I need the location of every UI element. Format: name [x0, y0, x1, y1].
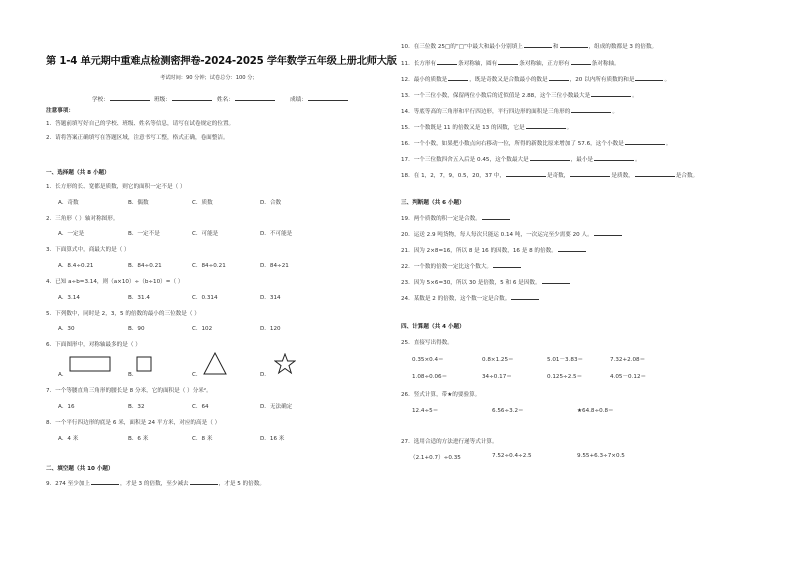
answer-blank[interactable] [498, 60, 518, 65]
calc-item: 0.8×1.25＝ [482, 357, 514, 363]
option-2d[interactable]: D．不可能是 [260, 231, 293, 237]
question-18 [401, 171, 698, 179]
calc-item: 9.55+6.3÷7×0.5 [577, 453, 625, 459]
answer-blank[interactable] [571, 60, 591, 65]
option-8c[interactable]: C．8 米 [192, 436, 213, 442]
notice-heading: 注意事项： [46, 108, 74, 114]
answer-blank[interactable] [524, 43, 552, 48]
answer-blank[interactable] [506, 172, 546, 177]
name-input[interactable] [235, 96, 275, 101]
question-text: 15．一个数既是 11 的倍数又是 13 的因数，它是 [401, 125, 525, 131]
question-text: 是质数， [611, 173, 634, 179]
question-17 [401, 155, 641, 163]
class-input[interactable] [172, 96, 212, 101]
question-text: ，既是奇数又是合数最小的数是 [469, 77, 548, 83]
question-text: 16．一个小数，如果把小数点向右移动一位，所得的新数比原来增加了 57.6，这个小数是 [401, 141, 624, 147]
answer-blank[interactable] [549, 76, 569, 81]
question-text: ，20 以内所有质数的和是 [569, 77, 635, 83]
question-text: 19．两个质数的积一定是合数。 [401, 216, 481, 222]
section-judge-heading: 三、判断题（共 6 小题） [401, 200, 465, 206]
answer-blank[interactable] [437, 60, 457, 65]
option-4c[interactable]: C．0.314 [192, 295, 218, 301]
option-1c[interactable]: C．质数 [192, 200, 213, 206]
option-6a[interactable]: A． [58, 372, 68, 378]
option-8b[interactable]: B．6 米 [128, 436, 149, 442]
option-2c[interactable]: C．可能是 [192, 231, 219, 237]
question-text: 12．最小的质数是 [401, 77, 448, 83]
option-7d[interactable]: D．无法确定 [260, 404, 293, 410]
field-score-label: 成绩： [290, 97, 307, 103]
question-9-part: ，才是 5 的倍数。 [218, 481, 265, 487]
question-text: 是奇数， [546, 173, 570, 179]
question-21 [401, 246, 587, 254]
question-6: 6．下面图形中，对称轴最多的是（ ） [46, 342, 141, 348]
answer-blank[interactable] [570, 172, 610, 177]
question-3: 3．下面算式中，商最大的是（ ） [46, 247, 130, 253]
question-7: 7．一个等腰直角三角形的腰长是 8 分米，它的面积是（ ）分米²。 [46, 388, 212, 394]
question-text: 是合数。 [675, 173, 699, 179]
calc-item: 4.05－0.12＝ [610, 374, 647, 380]
calc-item: ★64.8÷0.8＝ [577, 408, 614, 414]
question-text: 。 [635, 157, 641, 163]
calc-item: 0.125÷2.5＝ [547, 374, 583, 380]
option-1d[interactable]: D．合数 [260, 200, 282, 206]
triangle-shape-icon [203, 352, 227, 376]
answer-blank[interactable] [91, 480, 119, 485]
question-text: 14．等底等高的三角形和平行四边形，平行四边形的面积是三角形的 [401, 109, 571, 115]
calc-item: 12.4÷5＝ [412, 408, 439, 414]
option-4a[interactable]: A．3.14 [58, 295, 80, 301]
calc-item: 6.56÷3.2＝ [492, 408, 524, 414]
question-15 [401, 123, 572, 131]
answer-blank[interactable] [571, 108, 611, 113]
question-text: 条对称轴，圆有 [458, 61, 498, 67]
question-22 [401, 262, 522, 270]
question-9-part: 9．274 至少加上 [46, 481, 90, 487]
question-23 [401, 278, 571, 286]
option-8d[interactable]: D．16 米 [260, 436, 285, 442]
answer-blank[interactable] [493, 263, 521, 268]
question-text: 条对称轴，正方形有 [519, 61, 570, 67]
question-text: 条对称轴。 [591, 61, 620, 67]
page-title: 第 1-4 单元期中重难点检测密押卷-2024-2025 学年数学五年级上册北师大版 [46, 56, 397, 67]
option-7b[interactable]: B．32 [128, 404, 145, 410]
option-6b[interactable]: B． [128, 372, 138, 378]
question-25: 25．直接写出得数。 [401, 340, 453, 346]
calc-item: 1.08÷0.06＝ [412, 374, 448, 380]
option-5b[interactable]: B．90 [128, 326, 145, 332]
option-2b[interactable]: B．一定不是 [128, 231, 160, 237]
question-text: 17．一个三位数四舍五入后是 0.45，这个数最大是 [401, 157, 529, 163]
question-9 [46, 479, 265, 487]
question-8: 8．一个平行四边形的底是 6 米，面积是 24 平方米，对应的高是（ ） [46, 420, 221, 426]
question-text: 23．因为 5×6=30，所以 30 是倍数，5 和 6 是因数。 [401, 280, 541, 286]
question-text: 24．某数是 2 的倍数，这个数一定是合数。 [401, 296, 511, 302]
question-14 [401, 107, 618, 115]
option-3c[interactable]: C．84÷0.21 [192, 263, 226, 269]
option-7a[interactable]: A．16 [58, 404, 75, 410]
field-name-label: 姓名： [217, 97, 234, 103]
question-text: 10．在三位数 25□的“□”中最大和最小分别填上 [401, 44, 523, 50]
question-10 [401, 42, 657, 50]
option-1b[interactable]: B．偶数 [128, 200, 149, 206]
question-text: 11．长方形有 [401, 61, 437, 67]
option-3a[interactable]: A．8.4÷0.21 [58, 263, 94, 269]
option-1a[interactable]: A．奇数 [58, 200, 79, 206]
question-9-part: ，才是 3 的倍数，至少减去 [119, 481, 189, 487]
question-text: 18．在 1，2，7，9，0.5，20，37 中， [401, 173, 505, 179]
answer-blank[interactable] [526, 124, 566, 129]
field-class-label: 班级： [154, 97, 171, 103]
field-school-label: 学校： [92, 97, 109, 103]
calc-item: 5.01－3.83＝ [547, 357, 584, 363]
square-shape-icon [136, 356, 154, 374]
question-19 [401, 214, 511, 222]
answer-blank[interactable] [594, 231, 622, 236]
exam-info: 考试时间：90 分钟；试卷总分：100 分； [160, 75, 258, 81]
question-text: 13．一个三位小数，保留两位小数后的近似值是 2.88，这个三位小数最大是 [401, 93, 591, 99]
option-6c[interactable]: C． [192, 372, 202, 378]
option-4d[interactable]: D．314 [260, 295, 281, 301]
question-27: 27．选用合适的方法进行递等式计算。 [401, 439, 498, 445]
answer-blank[interactable] [558, 247, 586, 252]
calc-item: 7.52÷0.4÷2.5 [492, 453, 532, 459]
option-6d[interactable]: D． [260, 372, 270, 378]
question-5: 5．下列数中，同时是 2，3，5 的倍数的最小的三位数是（ ） [46, 311, 200, 317]
question-16 [401, 139, 671, 147]
question-text: ，最小是 [570, 157, 594, 163]
question-13 [401, 91, 638, 99]
option-5d[interactable]: D．120 [260, 326, 281, 332]
answer-blank[interactable] [542, 279, 570, 284]
notice-item: 2．请将答案正确填写在答题区域，注意书写工整，格式正确，卷面整洁。 [46, 135, 229, 141]
question-12 [401, 75, 670, 83]
notice-item: 1．答题前填写好自己的学校、班级、姓名等信息，请写在试卷规定的位置。 [46, 121, 235, 127]
question-text: 。 [612, 109, 618, 115]
answer-blank[interactable] [511, 295, 539, 300]
option-3d[interactable]: D．84÷21 [260, 263, 289, 269]
option-8a[interactable]: A．4 米 [58, 436, 79, 442]
section-choice-heading: 一、选择题（共 8 小题） [46, 170, 110, 176]
answer-blank[interactable] [448, 76, 468, 81]
question-text: ，组成的数都是 3 的倍数。 [588, 44, 658, 50]
calc-item: 7.32+2.08＝ [610, 357, 646, 363]
question-text: 和 [552, 44, 559, 50]
star-shape-icon [274, 353, 296, 375]
score-input[interactable] [308, 96, 348, 101]
option-4b[interactable]: B．31.4 [128, 295, 150, 301]
calc-item: （2.1+0.7）÷0.35 [410, 455, 461, 461]
answer-blank[interactable] [482, 215, 510, 220]
answer-blank[interactable] [591, 92, 631, 97]
rectangle-shape-icon [69, 355, 111, 375]
question-text: 。 [665, 141, 672, 147]
question-11 [401, 59, 620, 67]
answer-blank[interactable] [190, 480, 218, 485]
school-input[interactable] [110, 96, 150, 101]
option-3b[interactable]: B．84÷0.21 [128, 263, 162, 269]
option-7c[interactable]: C．64 [192, 404, 209, 410]
answer-blank[interactable] [560, 43, 588, 48]
question-text: 20．运送 2.9 吨货物，每人每次只能运 0.14 吨，一次运完至少需要 20 人。 [401, 232, 593, 238]
option-5c[interactable]: C．102 [192, 326, 213, 332]
question-20 [401, 230, 623, 238]
question-text: 。 [664, 77, 671, 83]
section-calc-heading: 四、计算题（共 4 小题） [401, 324, 465, 330]
calc-item: 34÷0.17＝ [482, 374, 512, 380]
answer-blank[interactable] [594, 156, 634, 161]
question-text: 22．一个数的倍数一定比这个数大。 [401, 264, 493, 270]
question-text: 。 [566, 125, 573, 131]
calc-item: 0.35×0.4＝ [412, 357, 444, 363]
question-26: 26．竖式计算，带★的要验算。 [401, 392, 481, 398]
question-24 [401, 294, 540, 302]
option-2a[interactable]: A．一定是 [58, 231, 85, 237]
section-fill-heading: 二、填空题（共 10 小题） [46, 466, 114, 472]
answer-blank[interactable] [635, 172, 675, 177]
question-1: 1．长方形的长、宽都是质数，则它的面积一定不是（ ） [46, 184, 186, 190]
question-text: 21．因为 2×8=16，所以 8 是 16 的因数，16 是 8 的倍数。 [401, 248, 557, 254]
answer-blank[interactable] [635, 76, 663, 81]
answer-blank[interactable] [530, 156, 570, 161]
question-2: 2．三角形（ ）轴对称图形。 [46, 216, 119, 222]
option-5a[interactable]: A．30 [58, 326, 75, 332]
answer-blank[interactable] [625, 140, 665, 145]
question-text: 。 [632, 93, 638, 99]
question-4: 4．已知 a÷b=3.14，则（a×10）÷（b÷10）=（ ） [46, 279, 184, 285]
